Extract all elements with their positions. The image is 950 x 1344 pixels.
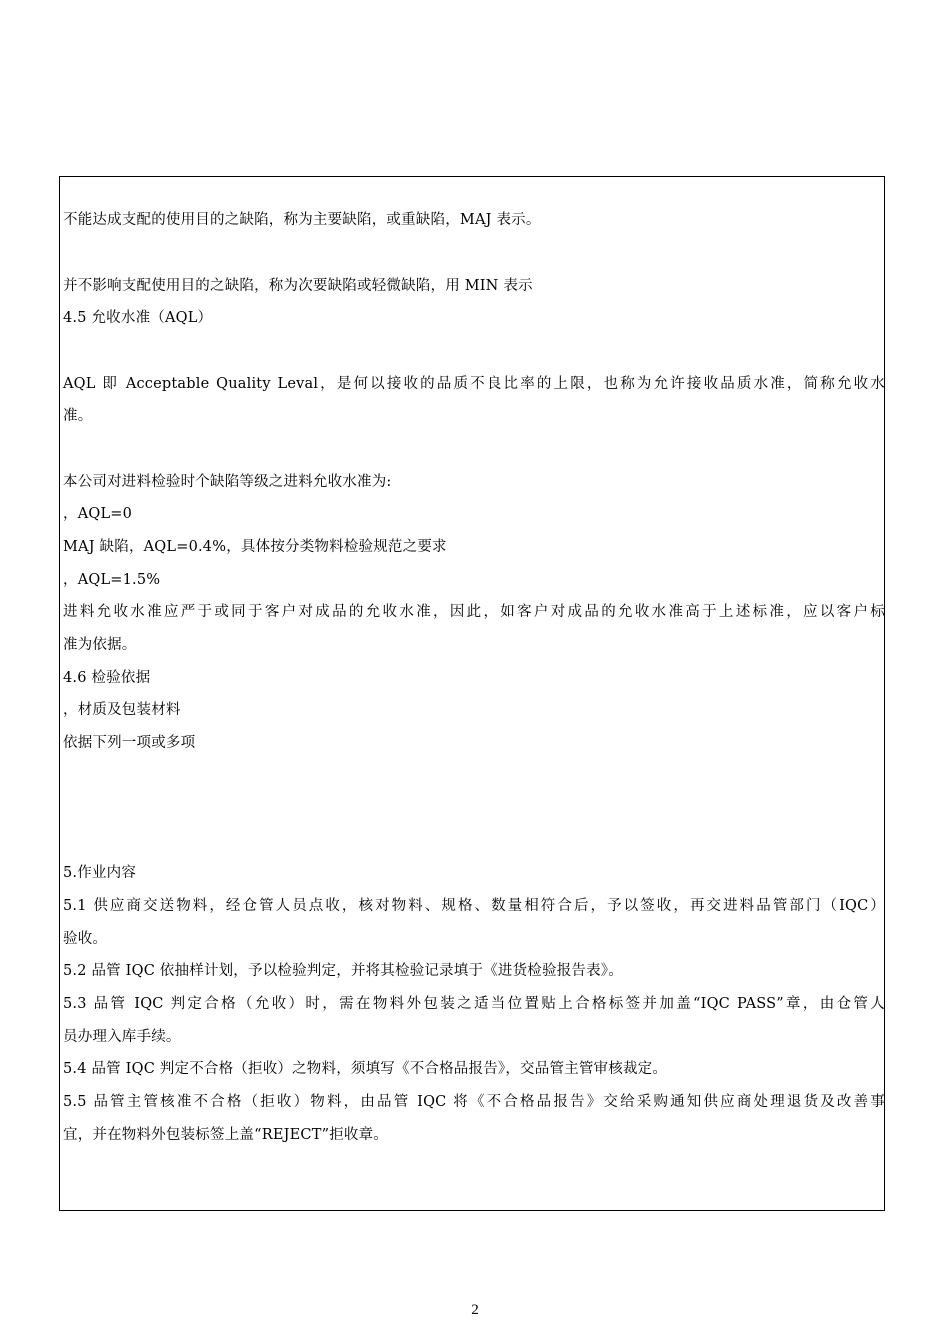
text-line: 准。 <box>63 408 93 424</box>
text-line: 本公司对进料检验时个缺陷等级之进料允收水准为: <box>63 474 392 490</box>
text-line: 员办理入库手续。 <box>63 1029 181 1045</box>
text-line: 准为依据。 <box>63 637 137 653</box>
section-heading-5: 5.作业内容 <box>63 865 137 881</box>
text-line: ，AQL=1.5% <box>63 572 161 588</box>
page-number: 2 <box>471 1302 479 1318</box>
section-heading-4-6: 4.6 检验依据 <box>63 670 151 686</box>
text-line: 5.4 品管 IQC 判定不合格（拒收）之物料，须填写《不合格品报告》，交品管主管审核裁定。 <box>63 1061 668 1077</box>
text-line: 宜，并在物料外包装标签上盖“REJECT”拒收章。 <box>63 1127 388 1143</box>
text-line: AQL 即 Acceptable Quality Leval，是何以接收的品质不良比率的上限，也称为允许接收品质水准，简称允收水 <box>63 376 885 392</box>
text-line: 5.5 品管主管核准不合格（拒收）物料，由品管 IQC 将《不合格品报告》交给采购通知供应商处理退货及改善事 <box>63 1094 885 1110</box>
text-line: 不能达成支配的使用目的之缺陷，称为主要缺陷，或重缺陷，MAJ 表示。 <box>63 212 541 228</box>
text-line: 验收。 <box>63 931 108 947</box>
text-line: ，AQL=0 <box>63 506 133 522</box>
text-line: 5.3 品管 IQC 判定合格（允收）时，需在物料外包装之适当位置贴上合格标签并加盖“IQC PASS”章，由仓管人 <box>63 996 885 1012</box>
text-line: 并不影响支配使用目的之缺陷，称为次要缺陷或轻微缺陷，用 MIN 表示 <box>63 278 533 294</box>
section-heading-4-5: 4.5 允收水准（AQL） <box>63 310 213 326</box>
document-content-box <box>59 176 885 1211</box>
text-line: 依据下列一项或多项 <box>63 735 196 751</box>
text-line: 5.2 品管 IQC 依抽样计划，予以检验判定，并将其检验记录填于《进货检验报告表》。 <box>63 963 623 979</box>
text-line: ，材质及包装材料 <box>63 702 181 718</box>
text-line: 进料允收水准应严于或同于客户对成品的允收水准，因此，如客户对成品的允收水准高于上述标准，应以客户标 <box>63 604 885 620</box>
text-line: MAJ 缺陷，AQL=0.4%，具体按分类物料检验规范之要求 <box>63 539 447 555</box>
text-line: 5.1 供应商交送物料，经仓管人员点收，核对物料、规格、数量相符合后，予以签收，再交进料品管部门（IQC） <box>63 898 885 914</box>
